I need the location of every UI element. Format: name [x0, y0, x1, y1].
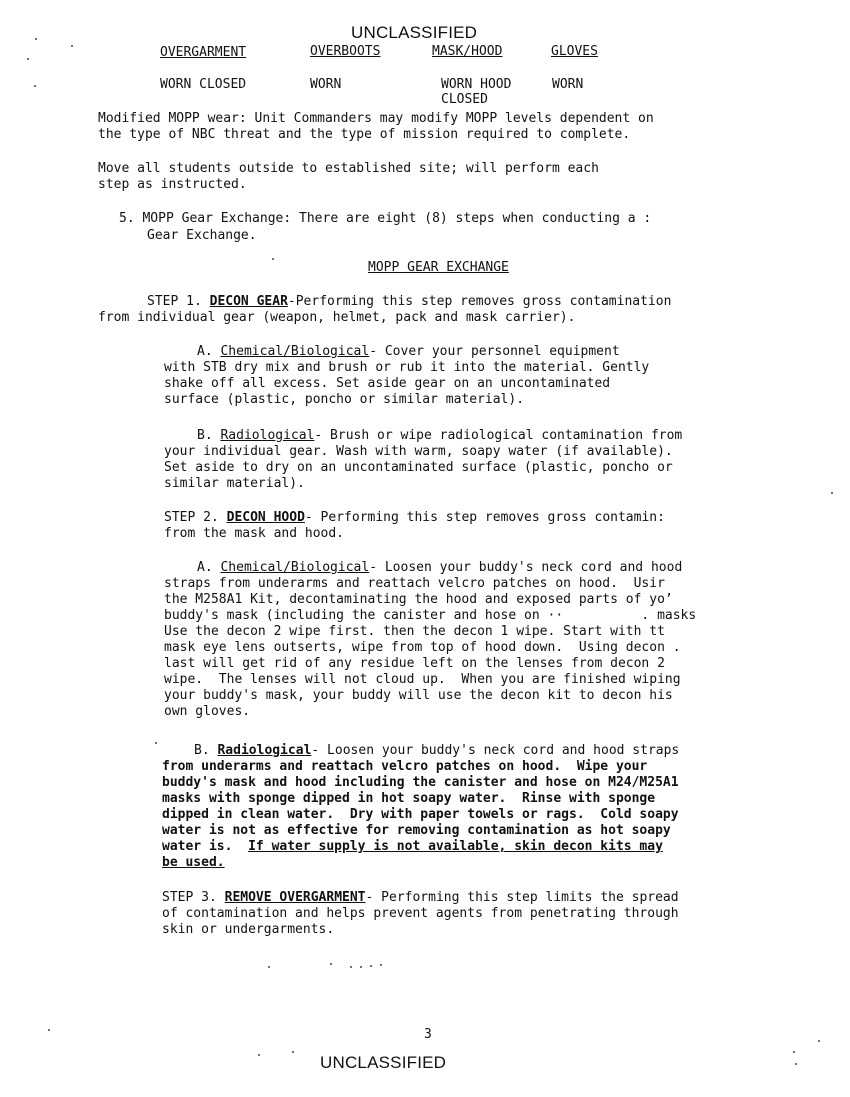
subitem-label: Chemical/Biological	[220, 560, 370, 575]
scan-speck	[34, 85, 36, 87]
subitem-text: - Cover your personnel equipment	[369, 344, 620, 359]
step-label: DECON GEAR	[209, 294, 288, 309]
step-prefix: STEP 1.	[147, 294, 210, 309]
text-line: straps from underarms and reattach velcro patches on hood. Usir	[164, 576, 665, 591]
text-line: Modified MOPP wear: Unit Commanders may modify MOPP levels dependent on	[98, 111, 654, 126]
text-line: buddy's mask and hood including the canister and hose on M24/M25A1	[162, 775, 679, 790]
table-header: OVERGARMENT	[160, 45, 247, 60]
table-header: OVERBOOTS	[310, 44, 381, 59]
text-line: of contamination and helps prevent agents from penetrating through	[162, 906, 679, 921]
text-line: step as instructed.	[98, 177, 247, 192]
text-line	[162, 839, 663, 855]
scan-speck	[831, 492, 833, 494]
page-number: 3	[424, 1027, 432, 1042]
text-line: water is not as effective for removing contamination as hot soapy	[162, 823, 671, 838]
text-line: the type of NBC threat and the type of mission required to complete.	[98, 127, 631, 142]
text-line	[197, 428, 682, 444]
table-cell: WORN	[310, 77, 342, 92]
text-line	[194, 743, 679, 759]
step-text: - Performing this step limits the spread	[365, 890, 679, 905]
text-line: Gear Exchange.	[147, 228, 257, 243]
table-cell: CLOSED	[441, 92, 488, 107]
text-line: own gloves.	[164, 704, 251, 719]
text-line: similar material).	[164, 476, 305, 491]
text-line: last will get rid of any residue left on the lenses from decon 2	[164, 656, 665, 671]
step-prefix: STEP 2.	[164, 510, 227, 525]
scan-speck	[360, 966, 362, 968]
scan-speck	[35, 38, 37, 40]
text-line: shake off all excess. Set aside gear on an uncontaminated	[164, 376, 611, 391]
subitem-text: - Loosen your buddy's neck cord and hood straps	[311, 743, 680, 758]
section-title: MOPP GEAR EXCHANGE	[368, 260, 509, 275]
text-fragment: water is.	[162, 839, 249, 854]
classification-banner-top: UNCLASSIFIED	[351, 23, 478, 42]
step-label: DECON HOOD	[226, 510, 305, 525]
text-line: your individual gear. Wash with warm, soapy water (if available).	[164, 444, 673, 459]
scan-speck	[258, 1054, 260, 1056]
text-line	[164, 510, 665, 526]
text-line: with STB dry mix and brush or rub it into the material. Gently	[164, 360, 650, 375]
scan-speck	[330, 963, 332, 965]
text-line: mask eye lens outserts, wipe from top of hood down. Using decon .	[164, 640, 681, 655]
scan-speck	[71, 45, 73, 47]
scan-speck	[818, 1040, 820, 1042]
text-line: Move all students outside to established site; will perform each	[98, 161, 599, 176]
text-line: surface (plastic, poncho or similar material).	[164, 392, 525, 407]
text-line: from the mask and hood.	[164, 526, 345, 541]
underlined-note: be used.	[162, 855, 225, 870]
table-cell: WORN	[552, 77, 584, 92]
scan-speck	[268, 966, 270, 968]
scan-speck	[48, 1029, 50, 1031]
scan-speck	[27, 58, 29, 60]
step-label: REMOVE OVERGARMENT	[224, 890, 366, 905]
scan-speck	[350, 966, 352, 968]
text-line: dipped in clean water. Dry with paper towels or rags. Cold soapy	[162, 807, 679, 822]
scan-speck	[272, 258, 274, 260]
subitem-prefix: B.	[197, 428, 221, 443]
subitem-text: - Brush or wipe radiological contamination from	[314, 428, 683, 443]
scan-speck	[155, 742, 157, 744]
subitem-prefix: B.	[194, 743, 218, 758]
scan-speck	[292, 1051, 294, 1053]
table-header: GLOVES	[551, 44, 598, 59]
table-cell: WORN HOOD	[441, 77, 512, 92]
text-line: masks with sponge dipped in hot soapy water. Rinse with sponge	[162, 791, 656, 806]
scan-speck	[380, 964, 382, 966]
subitem-prefix: A.	[197, 560, 221, 575]
subitem-label: Radiological	[220, 428, 315, 443]
step-text: - Performing this step removes gross contamin:	[304, 510, 665, 525]
text-line: the M258A1 Kit, decontaminating the hood and exposed parts of yo’	[164, 592, 673, 607]
underlined-note: If water supply is not available, skin decon kits may	[248, 839, 663, 854]
text-line	[197, 344, 620, 360]
scan-speck	[795, 1063, 797, 1065]
text-line	[197, 560, 682, 576]
text-line: skin or undergarments.	[162, 922, 335, 937]
text-line: buddy's mask (including the canister and hose on ·· . masks	[164, 608, 697, 623]
text-line: 5. MOPP Gear Exchange: There are eight (8) steps when conducting a :	[119, 211, 652, 226]
table-header: MASK/HOOD	[432, 44, 503, 59]
subitem-label: Radiological	[217, 743, 312, 758]
text-line	[147, 294, 671, 310]
subitem-label: Chemical/Biological	[220, 344, 370, 359]
text-line: Set aside to dry on an uncontaminated surface (plastic, poncho or	[164, 460, 673, 475]
scan-speck	[793, 1051, 795, 1053]
scan-speck	[370, 965, 372, 967]
text-line: from individual gear (weapon, helmet, pack and mask carrier).	[98, 310, 576, 325]
table-cell: WORN CLOSED	[160, 77, 247, 92]
classification-banner-bottom: UNCLASSIFIED	[320, 1053, 447, 1072]
text-line: Use the decon 2 wipe first. then the decon 1 wipe. Start with tt	[164, 624, 665, 639]
step-prefix: STEP 3.	[162, 890, 225, 905]
step-text: -Performing this step removes gross contamination	[287, 294, 672, 309]
subitem-text: - Loosen your buddy's neck cord and hood	[369, 560, 683, 575]
subitem-prefix: A.	[197, 344, 221, 359]
text-line: wipe. The lenses will not cloud up. When you are finished wiping	[164, 672, 681, 687]
text-line: your buddy's mask, your buddy will use the decon kit to decon his	[164, 688, 673, 703]
text-line	[162, 890, 679, 906]
text-line: from underarms and reattach velcro patches on hood. Wipe your	[162, 759, 648, 774]
